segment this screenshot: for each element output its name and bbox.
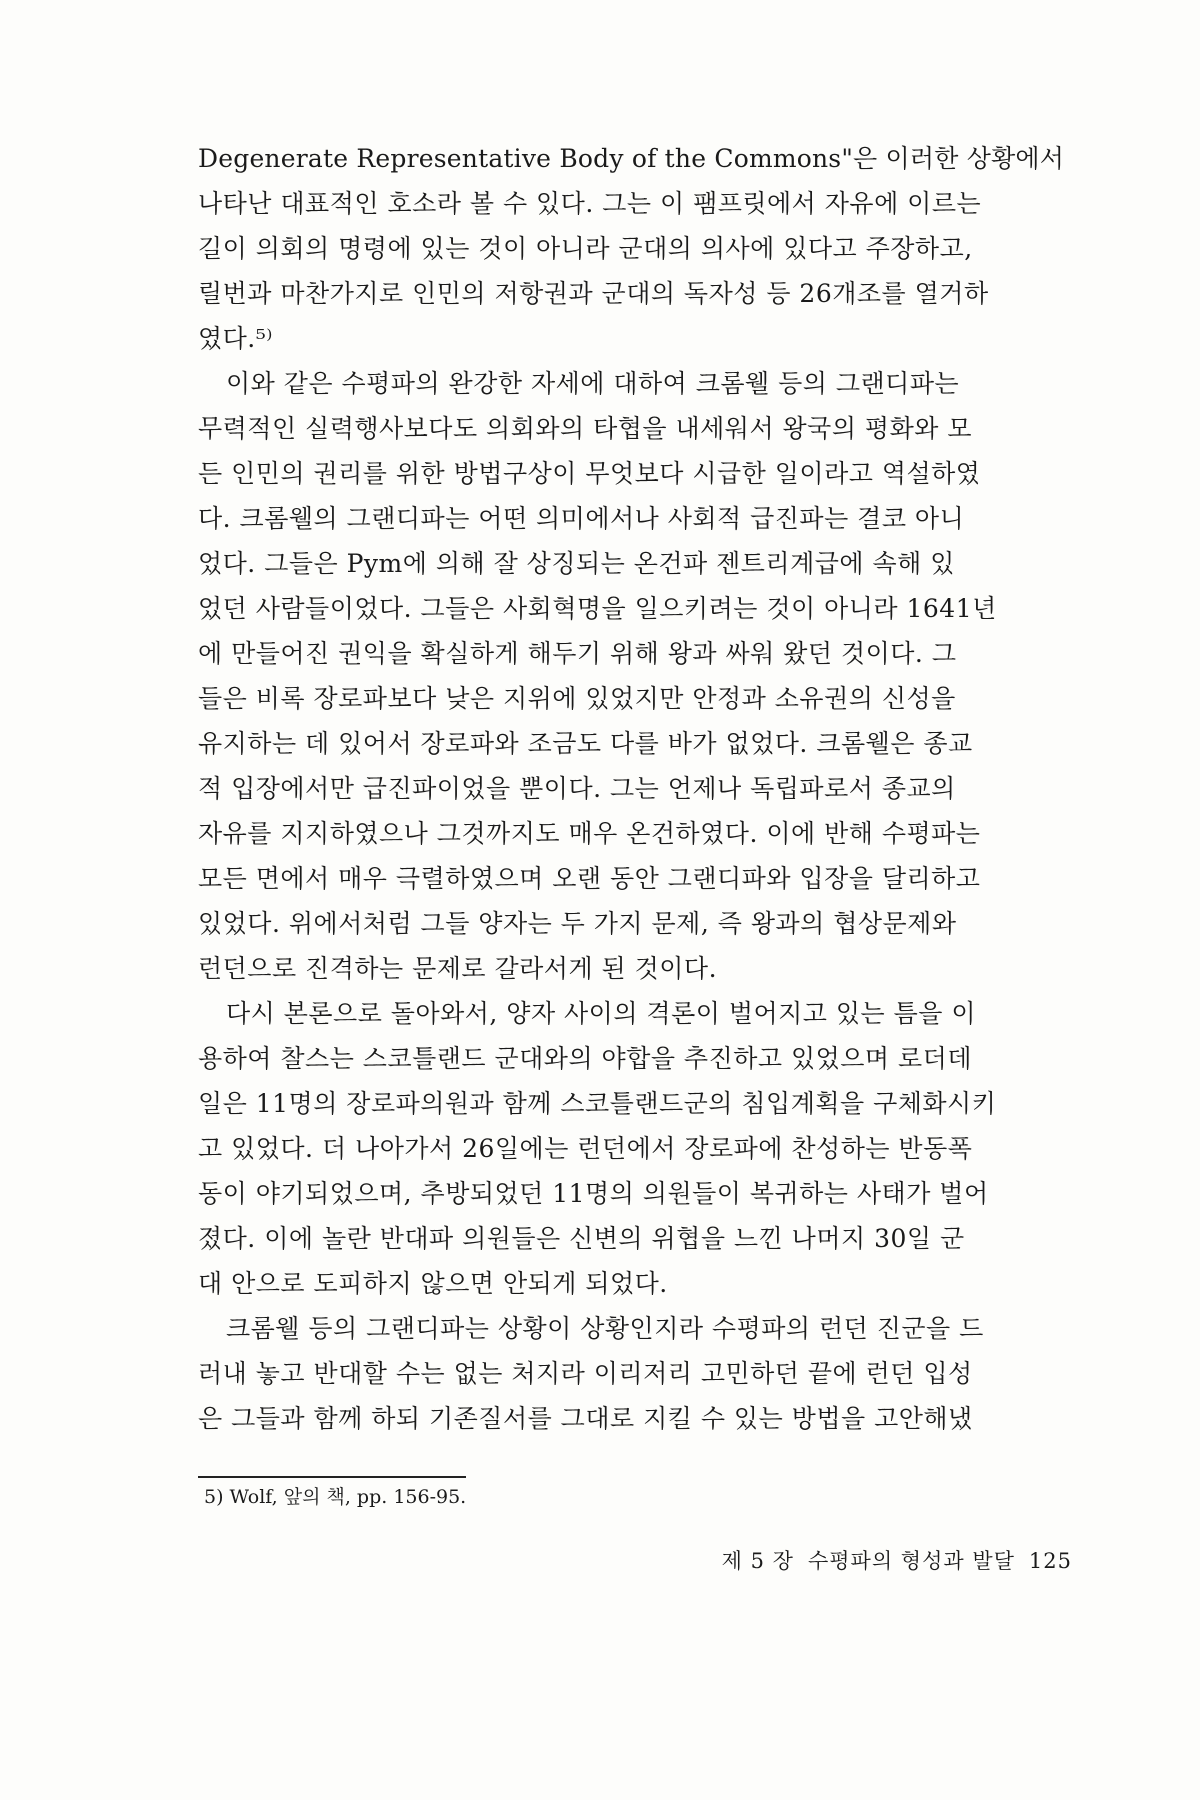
text-line: 들은 비록 장로파보다 낮은 지위에 있었지만 안정과 소유권의 신성을 — [198, 684, 956, 713]
paragraph-3 — [198, 991, 1088, 1306]
text-line: 적 입장에서만 급진파이었을 뿐이다. 그는 언제나 독립파로서 종교의 — [198, 774, 956, 803]
chapter-label: 제 5 장 — [721, 1549, 794, 1573]
text-line: 있었다. 위에서처럼 그들 양자는 두 가지 문제, 즉 왕과의 협상문제와 — [198, 909, 957, 938]
paragraph-2 — [198, 361, 1088, 991]
chapter-title: 수평파의 형성과 발달 — [807, 1549, 1015, 1573]
text-line: 크롬웰 등의 그랜디파는 상황이 상황인지라 수평파의 런던 진군을 드 — [226, 1314, 984, 1343]
text-line: 동이 야기되었으며, 추방되었던 11명의 의원들이 복귀하는 사태가 벌어 — [198, 1179, 989, 1208]
text-line: 졌다. 이에 놀란 반대파 의원들은 신변의 위협을 느낀 나머지 30일 군 — [198, 1224, 965, 1253]
text-line: 이와 같은 수평파의 완강한 자세에 대하여 크롬웰 등의 그랜디파는 — [226, 369, 960, 398]
text-line: 고 있었다. 더 나아가서 26일에는 런던에서 장로파에 찬성하는 반동폭 — [198, 1134, 973, 1163]
body-text — [198, 136, 1088, 1441]
paragraph-1 — [198, 136, 1088, 361]
text-line: 에 만들어진 권익을 확실하게 해두기 위해 왕과 싸워 왔던 것이다. 그 — [198, 639, 957, 668]
text-line: 런던으로 진격하는 문제로 갈라서게 된 것이다. — [198, 954, 718, 983]
text-line: 러내 놓고 반대할 수는 없는 처지라 이리저리 고민하던 끝에 런던 입성 — [198, 1359, 973, 1388]
text-line: 은 그들과 함께 하되 기존질서를 그대로 지킬 수 있는 방법을 고안해냈 — [198, 1404, 973, 1433]
text-line: 나타난 대표적인 호소라 볼 수 있다. 그는 이 팸프릿에서 자유에 이르는 — [198, 189, 982, 218]
text-line: 일은 11명의 장로파의원과 함께 스코틀랜드군의 침입계획을 구체화시키 — [198, 1089, 997, 1118]
page-number: 125 — [1028, 1549, 1072, 1573]
text-line: 대 안으로 도피하지 않으면 안되게 되었다. — [198, 1269, 668, 1298]
text-line: 용하여 찰스는 스코틀랜드 군대와의 야합을 추진하고 있었으며 로더데 — [198, 1044, 972, 1073]
text-line: 었다. 그들은 Pym에 의해 잘 상징되는 온건파 젠트리계급에 속해 있 — [198, 549, 955, 578]
running-footer — [722, 1545, 1072, 1575]
text-line: 자유를 지지하였으나 그것까지도 매우 온건하였다. 이에 반해 수평파는 — [198, 819, 981, 848]
text-line: 다. 크롬웰의 그랜디파는 어떤 의미에서나 사회적 급진파는 결코 아니 — [198, 504, 965, 533]
footnote-rule — [198, 1476, 466, 1478]
text-line: 모든 면에서 매우 극렬하였으며 오랜 동안 그랜디파와 입장을 달리하고 — [198, 864, 981, 893]
text-line: 다시 본론으로 돌아와서, 양자 사이의 격론이 벌어지고 있는 틈을 이 — [226, 999, 977, 1028]
text-line: 든 인민의 권리를 위한 방법구상이 무엇보다 시급한 일이라고 역설하였 — [198, 459, 981, 488]
footnote-block — [198, 1476, 1088, 1510]
footnote-text: 5) Wolf, 앞의 책, pp. 156-95. — [204, 1486, 467, 1508]
text-line: 길이 의회의 명령에 있는 것이 아니라 군대의 의사에 있다고 주장하고, — [198, 234, 973, 263]
text-line: 유지하는 데 있어서 장로파와 조금도 다를 바가 없었다. 크롬웰은 종교 — [198, 729, 973, 758]
text-line: 무력적인 실력행사보다도 의회와의 타협을 내세워서 왕국의 평화와 모 — [198, 414, 972, 443]
text-line: Degenerate Representative Body of the Commons"은 이러한 상황에서 — [198, 144, 1065, 173]
text-line: 였다.⁵⁾ — [198, 324, 273, 353]
text-line: 었던 사람들이었다. 그들은 사회혁명을 일으키려는 것이 아니라 1641년 — [198, 594, 997, 623]
paragraph-4 — [198, 1306, 1088, 1441]
text-line: 릴번과 마찬가지로 인민의 저항권과 군대의 독자성 등 26개조를 열거하 — [198, 279, 989, 308]
